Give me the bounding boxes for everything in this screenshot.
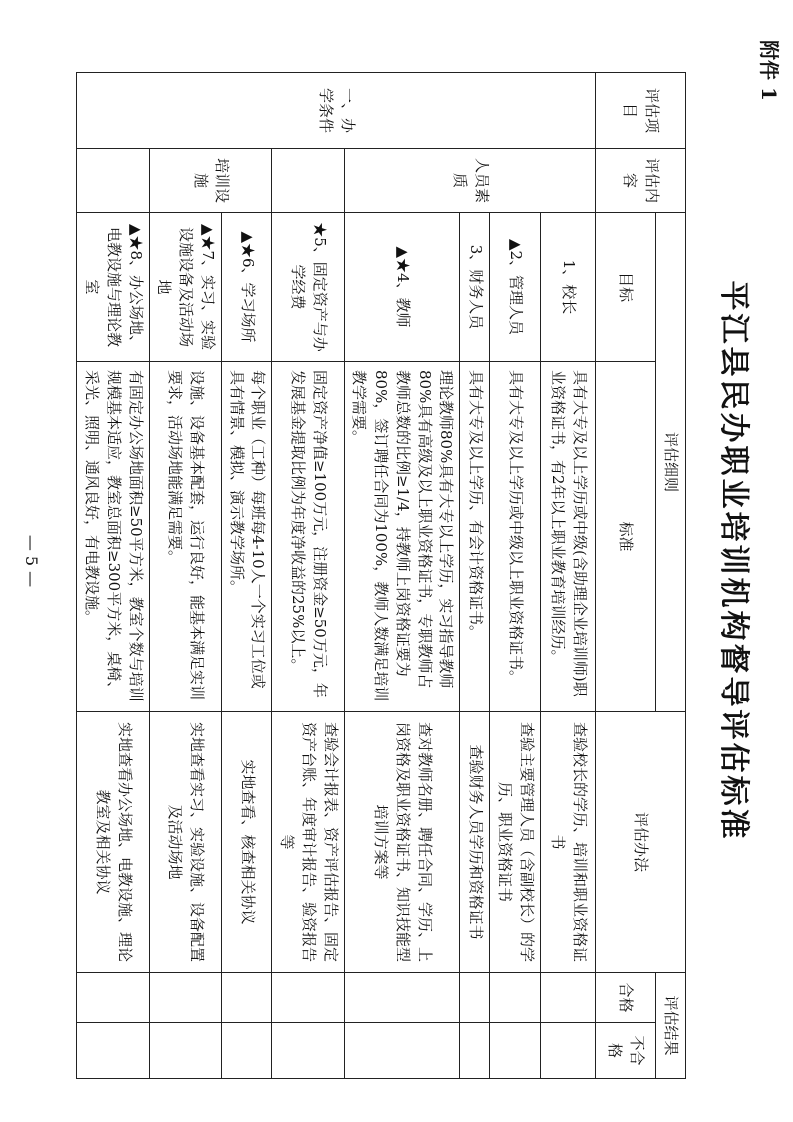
row-standard: 有固定办公场地面积≥50平方米，教室个数与培训规模基本适应，教室总面积≥300平方米，桌椅、采光、照明、通风良好，有电教设施。 [77,362,149,712]
header-detail: 评估细则 [656,213,686,712]
header-pass: 合格 [596,973,656,1023]
row-pass-cell [222,973,273,1023]
row-standard: 具有大专及以上学历、有会计资格证书。 [460,362,490,712]
table-row [344,73,460,1079]
page-title: 平江县民办职业培训机构督导评估标准 [716,280,751,842]
section-item: 一、办学条件 [77,73,596,149]
row-pass-cell [460,973,490,1023]
row-method: 实地查看办公场地、电教设施、理论教室及相关协议 [77,712,149,973]
table-row [490,73,541,1079]
row-fail-cell [222,1023,273,1079]
row-target: ★5、固定资产与办学经费 [272,213,344,362]
row-fail-cell [77,1023,149,1079]
row-fail-cell [149,1023,221,1079]
header-target: 目标 [596,213,656,362]
header-fail: 不合格 [596,1023,656,1079]
standards-table [77,72,687,1079]
row-method: 查验主要管理人员（含副校长）的学历、职业资格证书 [490,712,541,973]
row-fail-cell [272,1023,344,1079]
row-pass-cell [541,973,596,1023]
attachment-label: 附件 1 [757,40,781,101]
row-standard: 固定资产净值≥100万元，注册资金≥50万元，年发展基金提取比例为年度净收益的25%以上。 [272,362,344,712]
group-empty [77,149,149,213]
page-number: — 5 — [22,534,41,588]
row-fail-cell [460,1023,490,1079]
row-method: 查对教师名册、聘任合同、学历、上岗资格及职业资格证书、知识技能型培训方案等 [344,712,460,973]
header-method: 评估办法 [596,712,686,973]
table-row [77,73,149,1079]
table-row [149,73,221,1079]
row-pass-cell [149,973,221,1023]
row-pass-cell [272,973,344,1023]
row-fail-cell [490,1023,541,1079]
row-pass-cell [77,973,149,1023]
row-fail-cell [541,1023,596,1079]
row-target: ▲★6、学习场所 [222,213,273,362]
header-standard: 标准 [596,362,656,712]
row-target: ▲2、管理人员 [490,213,541,362]
row-standard: 具有大专及以上学历或中级(含助理企业培训师)职业资格证书，有2年以上职业教育培训经历。 [541,362,596,712]
table-row [272,73,344,1079]
row-target: ▲★4、教师 [344,213,460,362]
row-method: 实地查看、核查相关协议 [222,712,273,973]
row-method: 查验财务人员学历和资格证书 [460,712,490,973]
header-row-1 [656,73,686,1079]
header-result: 评估结果 [656,973,686,1079]
row-pass-cell [490,973,541,1023]
group-empty [272,149,344,213]
row-fail-cell [344,1023,460,1079]
row-target: 3、财务人员 [460,213,490,362]
row-method: 查验校长的学历、培训和职业资格证书 [541,712,596,973]
row-method: 实地查看实习、实验设施、设备配置及活动场地 [149,712,221,973]
row-target: ▲★7、实习、实验设施设备及活动场地 [149,213,221,362]
row-target: 1、校长 [541,213,596,362]
header-content: 评估内容 [596,149,686,213]
row-standard: 理论教师80%具有大专以上学历，实习指导教师80%具有高级及以上职业资格证书，专职教师占教师总数的比例≥1/4，持教师上岗资格证要为80%，签订聘任合同为100%，教师人数满足培训教学需要。 [344,362,460,712]
row-pass-cell [344,973,460,1023]
group-facility: 培训设施 [149,149,272,213]
table-row [460,73,490,1079]
row-method: 查验会计报表、资产评估报告、固定资产台账、年度审计报告、验资报告等 [272,712,344,973]
table-row [541,73,596,1079]
row-standard: 每个职业（工种）每班每4-10人一个实习工位或具有情景、模拟、演示教学场所。 [222,362,273,712]
header-item: 评估项目 [596,73,686,149]
row-standard: 设施、设备基本配套，运行良好，能基本满足实训要求，活动场地能满足需要。 [149,362,221,712]
row-target: ▲★8、办公场地、电教设施与理论教室 [77,213,149,362]
group-personnel: 人员素质 [344,149,595,213]
table-row [222,73,273,1079]
row-standard: 具有大专及以上学历或中级以上职业资格证书。 [490,362,541,712]
